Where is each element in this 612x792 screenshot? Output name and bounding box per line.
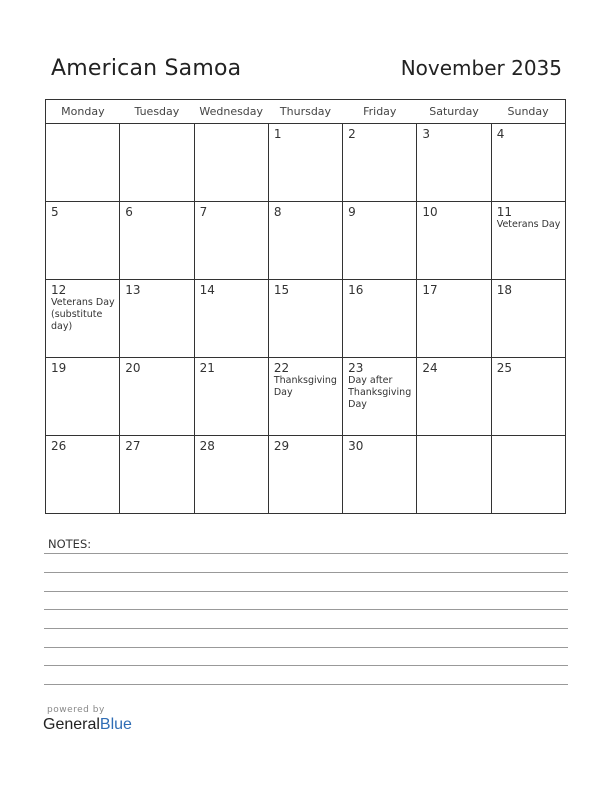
weekday-header: Saturday: [417, 100, 491, 124]
day-cell: [46, 202, 120, 280]
weekday-header: Tuesday: [120, 100, 194, 124]
day-number: 25: [496, 361, 512, 375]
powered-by-text: powered by: [47, 705, 105, 715]
day-cell: [417, 124, 491, 202]
day-cell: [343, 280, 417, 358]
day-number: 10: [422, 205, 438, 219]
weekday-header-row: [46, 100, 566, 124]
day-number: 4: [496, 127, 505, 141]
day-number: 28: [199, 439, 215, 453]
day-number: 30: [348, 439, 364, 453]
day-number: 12: [51, 283, 67, 297]
day-number: 9: [348, 205, 356, 219]
country-title: American Samoa: [51, 56, 242, 81]
day-cell: [120, 124, 194, 202]
day-cell: [268, 358, 342, 436]
day-cell: [194, 124, 268, 202]
day-number: 24: [422, 361, 438, 375]
day-cell: [491, 202, 565, 280]
note-line: [44, 647, 568, 648]
day-number: 23: [348, 361, 364, 375]
note-line: [44, 591, 568, 592]
week-row: [46, 124, 566, 202]
day-cell: [46, 358, 120, 436]
weekday-header: Friday: [343, 100, 417, 124]
day-number: 8: [273, 205, 282, 219]
note-line: [44, 609, 568, 610]
note-line: [44, 572, 568, 573]
week-row: [46, 202, 566, 280]
day-cell: [343, 202, 417, 280]
day-number: 14: [199, 283, 215, 297]
day-cell: [491, 280, 565, 358]
day-number: 15: [273, 283, 290, 297]
note-line: [44, 628, 568, 629]
day-number: [417, 436, 490, 439]
note-line: [44, 684, 568, 685]
day-number: 22: [273, 361, 290, 375]
day-cell: [417, 436, 491, 514]
day-number: 17: [422, 283, 438, 297]
day-cell: [417, 358, 491, 436]
day-cell: [120, 436, 194, 514]
day-cell: [268, 436, 342, 514]
day-number: 7: [199, 205, 208, 219]
day-number: 26: [51, 439, 67, 453]
weekday-header: Thursday: [268, 100, 342, 124]
day-number: 29: [273, 439, 290, 453]
day-cell: [268, 124, 342, 202]
day-number: 16: [348, 283, 364, 297]
day-cell: [46, 436, 120, 514]
day-number: 21: [199, 361, 215, 375]
note-line: [44, 665, 568, 666]
week-row: [46, 436, 566, 514]
weekday-header: Wednesday: [194, 100, 268, 124]
day-cell: [194, 202, 268, 280]
day-number: 6: [125, 205, 133, 219]
brand-blue: Blue: [99, 716, 132, 733]
day-number: 1: [273, 127, 282, 141]
day-cell: [491, 436, 565, 514]
day-cell: [491, 358, 565, 436]
day-number: [120, 124, 193, 127]
notes-label: NOTES:: [48, 537, 92, 551]
weekday-header: Sunday: [491, 100, 565, 124]
day-number: 27: [125, 439, 141, 453]
day-cell: [417, 280, 491, 358]
day-number: [195, 124, 268, 127]
calendar-grid: [45, 99, 566, 514]
day-number: [46, 124, 119, 127]
note-line: [44, 553, 568, 554]
holiday-label: Veterans Day: [496, 219, 561, 230]
day-cell: [343, 358, 417, 436]
day-cell: [343, 124, 417, 202]
day-cell: [120, 280, 194, 358]
day-cell: [417, 202, 491, 280]
day-number: 20: [125, 361, 141, 375]
day-number: 13: [125, 283, 141, 297]
day-number: 5: [51, 205, 59, 219]
month-year-title: November 2035: [400, 56, 562, 80]
day-cell: [46, 124, 120, 202]
holiday-label: Day after Thanksgiving Day: [348, 375, 412, 410]
day-cell: [491, 124, 565, 202]
day-number: 2: [348, 127, 356, 141]
holiday-label: Veterans Day (substitute day): [51, 297, 115, 332]
holiday-label: Thanksgiving Day: [273, 375, 337, 398]
weekday-header: Monday: [46, 100, 120, 124]
day-number: [492, 436, 565, 439]
day-number: 3: [422, 127, 431, 141]
day-cell: [120, 202, 194, 280]
day-cell: [343, 436, 417, 514]
day-number: 19: [51, 361, 67, 375]
day-number: 11: [496, 205, 512, 219]
day-cell: [120, 358, 194, 436]
week-row: [46, 280, 566, 358]
day-cell: [194, 280, 268, 358]
generalblue-logo[interactable]: [43, 716, 132, 734]
day-cell: [194, 436, 268, 514]
day-cell: [46, 280, 120, 358]
brand-general: General: [43, 716, 100, 733]
day-cell: [268, 280, 342, 358]
day-cell: [268, 202, 342, 280]
day-cell: [194, 358, 268, 436]
week-row: [46, 358, 566, 436]
day-number: 18: [496, 283, 512, 297]
